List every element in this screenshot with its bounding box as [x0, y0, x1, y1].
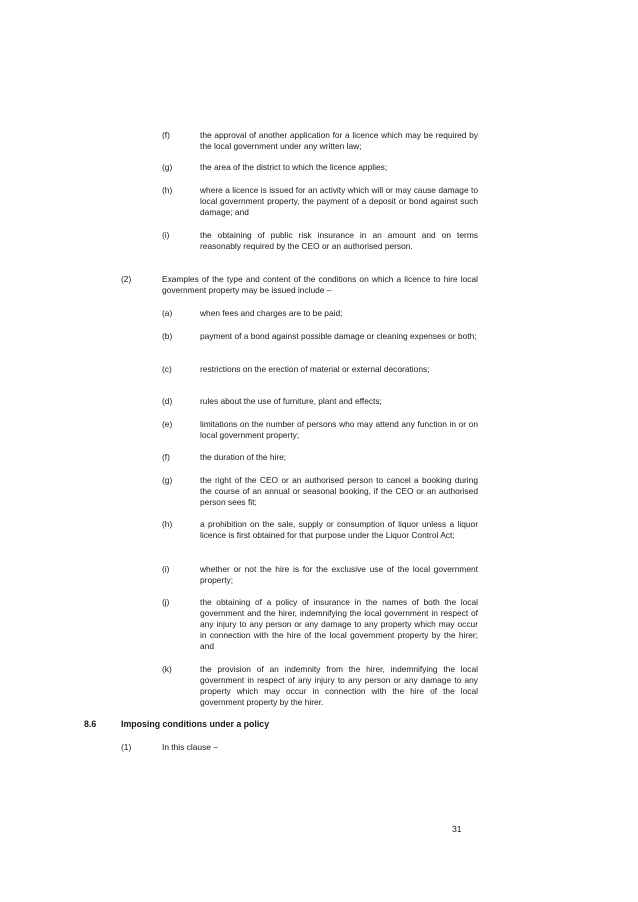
subclause-label: (1)	[121, 742, 132, 752]
item-label: (j)	[162, 597, 170, 607]
item-text: the duration of the hire;	[200, 452, 287, 462]
item-label: (a)	[162, 308, 173, 318]
list-item	[162, 230, 478, 252]
list-item	[162, 519, 478, 541]
item-label: (c)	[162, 364, 172, 374]
section-title: Imposing conditions under a policy	[121, 719, 270, 729]
item-text: the approval of another application for a licence which may be required by the local government under any written law;	[200, 130, 478, 151]
item-text: where a licence is issued for an activity which will or may cause damage to local government property, the payment of a deposit or bond against such damage; and	[200, 185, 478, 217]
subclause-label: (2)	[121, 274, 132, 284]
list-item	[162, 452, 478, 463]
item-text: payment of a bond against possible damage or cleaning expenses or both;	[200, 331, 477, 341]
item-label: (i)	[162, 564, 170, 574]
list-item	[162, 475, 478, 508]
list-item	[162, 564, 478, 586]
subclause	[121, 742, 478, 753]
item-label: (d)	[162, 396, 173, 406]
item-label: (k)	[162, 664, 172, 674]
list-item	[162, 162, 478, 173]
item-label: (e)	[162, 419, 173, 429]
item-label: (h)	[162, 185, 173, 195]
item-label: (g)	[162, 475, 173, 485]
list-item	[162, 364, 478, 375]
page-number: 31	[452, 824, 462, 834]
list-item	[162, 664, 478, 708]
item-text: a prohibition on the sale, supply or consumption of liquor unless a liquor licence is first obtained for that purpose under the Liquor Control Act;	[200, 519, 478, 540]
item-text: when fees and charges are to be paid;	[200, 308, 343, 318]
list-item	[162, 597, 478, 652]
item-text: the provision of an indemnity from the hirer, indemnifying the local government in respect of any injury to any person or any damage to any property which may occur in connection with the hire of the local government property by the hirer.	[200, 664, 478, 707]
item-text: rules about the use of furniture, plant and effects;	[200, 396, 382, 406]
item-text: whether or not the hire is for the exclusive use of the local government property;	[200, 564, 478, 585]
item-label: (f)	[162, 130, 170, 140]
item-label: (h)	[162, 519, 173, 529]
item-label: (f)	[162, 452, 170, 462]
item-text: the area of the district to which the licence applies;	[200, 162, 388, 172]
item-label: (i)	[162, 230, 170, 240]
item-label: (b)	[162, 331, 173, 341]
list-item	[162, 130, 478, 152]
item-text: restrictions on the erection of material or external decorations;	[200, 364, 430, 374]
item-text: the obtaining of public risk insurance in an amount and on terms reasonably required by the CEO or an authorised person.	[200, 230, 478, 251]
item-text: the obtaining of a policy of insurance in the names of both the local government and the hirer, indemnifying the local government in respect of any injury to any person or any damage to any property which may occur in connection with the hire of the local government property by the hirer; and	[200, 597, 478, 651]
item-text: limitations on the number of persons who may attend any function in or on local government property;	[200, 419, 478, 440]
list-item	[162, 419, 478, 441]
subclause-text: Examples of the type and content of the conditions on which a licence to hire local government property may be issued include –	[162, 274, 478, 295]
list-item	[162, 331, 478, 342]
item-label: (g)	[162, 162, 173, 172]
list-item	[162, 308, 478, 319]
list-item	[162, 185, 478, 218]
list-item	[162, 396, 478, 407]
subclause	[121, 274, 478, 296]
item-text: the right of the CEO or an authorised person to cancel a booking during the course of an annual or seasonal booking, if the CEO or an authorised person sees fit;	[200, 475, 478, 507]
subclause-text: In this clause –	[162, 742, 218, 752]
section-number: 8.6	[84, 719, 97, 729]
